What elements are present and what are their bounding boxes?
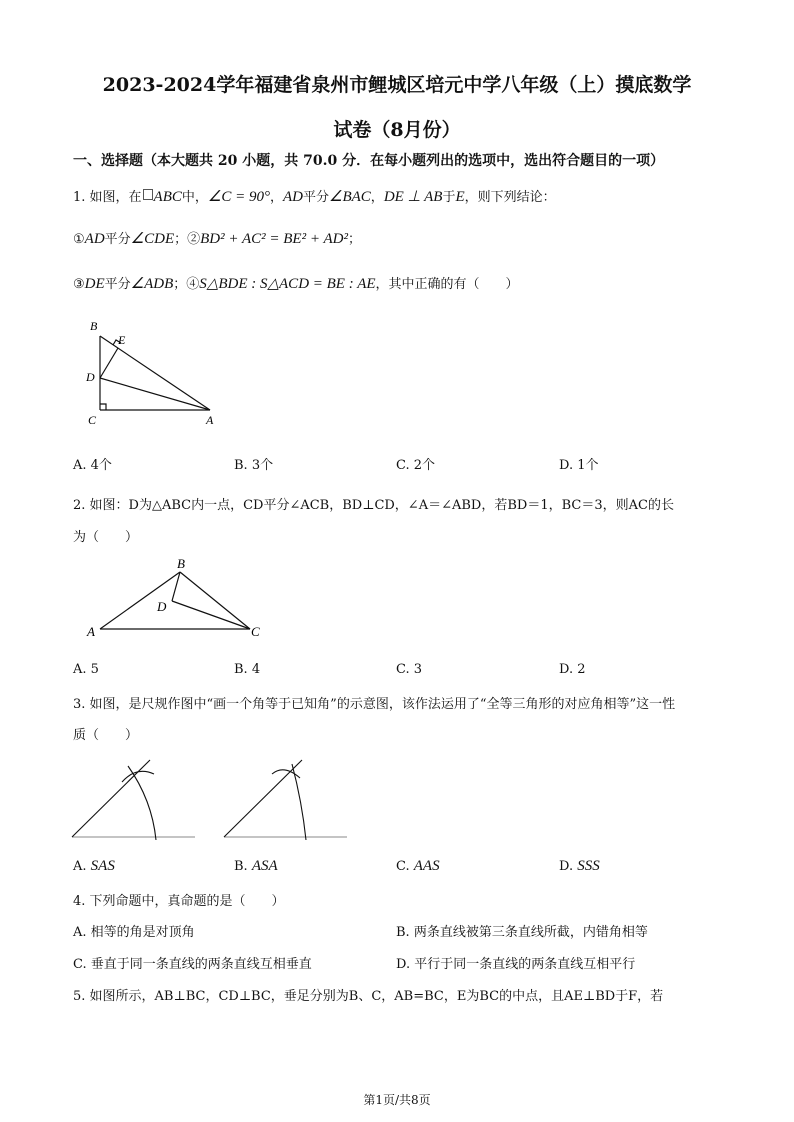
option-prefix: A. [73, 859, 87, 874]
q2-option-c[interactable]: C. 3 [396, 662, 423, 677]
segment-ab [100, 572, 180, 629]
q1-math: ABC [153, 189, 182, 205]
q1-text: 中， [181, 190, 208, 205]
q3-figure-right [222, 752, 352, 844]
option-value: AAS [413, 858, 440, 874]
q1-math: AD [84, 231, 105, 247]
label-d: D [86, 370, 95, 384]
q1-stem [73, 186, 556, 206]
right-angle-c [100, 404, 106, 410]
segment-da [100, 378, 210, 410]
q1-text: ；② [174, 232, 201, 247]
segment-de [100, 348, 118, 378]
q3-figure-left [70, 752, 200, 844]
q2-figure [85, 556, 270, 644]
q4-stem: 4. 下列命题中，真命题的是（ ） [73, 894, 285, 909]
option-prefix: C. [396, 859, 410, 874]
q1-text: 平分 [104, 277, 131, 292]
label-c: C [251, 624, 260, 639]
q1-text: ③ [73, 277, 85, 292]
q1-text: 1. 如图，在 [73, 190, 142, 205]
q1-math: DE [84, 276, 105, 292]
q4-option-a[interactable]: A. 相等的角是对顶角 [73, 925, 195, 940]
q1-text: ， [269, 190, 283, 205]
q3-stem-line2: 质（ ） [73, 728, 139, 743]
q1-math: ∠BAC [329, 189, 371, 205]
q1-option-b[interactable]: B. 3个 [234, 458, 274, 473]
q1-math: ∠CDE [130, 231, 175, 247]
q1-text: ； [347, 232, 361, 247]
q1-math: ∠C = 90° [207, 189, 270, 205]
q3-stem-line1: 3. 如图，是尺规作图中“画一个角等于已知角”的示意图，该作法运用了“全等三角形的对应角相等”这一性 [73, 697, 676, 712]
label-a: A [87, 624, 95, 639]
q2-stem-line1: 2. 如图：D为△ABC内一点，CD平分∠ACB，BD⊥CD，∠A＝∠ABD，若BD＝1，BC＝3，则AC的长 [73, 498, 674, 513]
q1-math: ∠ADB [130, 276, 174, 292]
q1-text: ① [73, 232, 85, 247]
q1-option-c[interactable]: C. 2个 [396, 458, 436, 473]
q3-option-b[interactable] [234, 858, 278, 875]
q2-option-a[interactable]: A. 5 [73, 662, 99, 677]
q2-stem-line2: 为（ ） [73, 530, 139, 545]
page-number: 第1页/共8页 [363, 1093, 431, 1107]
q3-option-c[interactable] [396, 858, 440, 875]
label-e: E [118, 333, 126, 347]
q2-option-d[interactable]: D. 2 [559, 662, 586, 677]
q1-math: E [455, 189, 465, 205]
q1-text: 平分 [303, 190, 330, 205]
q1-statement-2 [73, 273, 519, 293]
option-value: ASA [251, 858, 278, 874]
q3-option-d[interactable] [559, 858, 600, 875]
label-b: B [177, 556, 185, 571]
q1-math: BD² + AC² = BE² + AD² [200, 231, 348, 247]
q1-option-a[interactable]: A. 4个 [73, 458, 112, 473]
label-d: D [157, 599, 167, 614]
option-prefix: B. [234, 859, 248, 874]
option-value: SSS [577, 858, 600, 874]
triangle-symbol [143, 189, 153, 200]
q4-option-b[interactable]: B. 两条直线被第三条直线所截，内错角相等 [396, 925, 648, 940]
page-title: 2023-2024学年福建省泉州市鲤城区培元中学八年级（上）摸底数学 [102, 74, 692, 96]
q1-math: AD [283, 189, 303, 205]
option-value: SAS [90, 858, 115, 874]
q1-text: 于 [442, 190, 456, 205]
q1-figure [80, 318, 230, 428]
q4-option-d[interactable]: D. 平行于同一条直线的两条直线互相平行 [396, 957, 636, 972]
q1-text: ， [370, 190, 384, 205]
intersect-arc [272, 770, 300, 778]
q1-text: ，其中正确的有（ ） [375, 277, 519, 292]
q1-statement-1 [73, 228, 361, 248]
page-subtitle: 试卷（8月份） [333, 119, 461, 141]
section-heading: 一、选择题（本大题共 20 小题，共 70.0 分．在每小题列出的选项中，选出符合题目的一项） [73, 153, 665, 169]
q4-option-c[interactable]: C. 垂直于同一条直线的两条直线互相垂直 [73, 957, 312, 972]
segment-bc [180, 572, 250, 629]
q3-option-a[interactable] [73, 858, 115, 875]
segment-dc [172, 601, 250, 629]
q1-option-d[interactable]: D. 1个 [559, 458, 599, 473]
label-b: B [90, 319, 98, 333]
segment-ba [100, 336, 210, 410]
q1-math: S△BDE : S△ACD = BE : AE [199, 276, 376, 292]
q2-option-b[interactable]: B. 4 [234, 662, 261, 677]
intersect-arc [122, 771, 154, 782]
label-c: C [88, 413, 97, 427]
q1-text: 平分 [104, 232, 131, 247]
option-prefix: D. [559, 859, 574, 874]
q1-text: ；④ [173, 277, 200, 292]
label-a: A [206, 413, 214, 427]
q1-text: ，则下列结论： [464, 190, 556, 205]
q5-stem: 5. 如图所示，AB⊥BC，CD⊥BC，垂足分别为B、C，AB=BC，E为BC的中点，且AE⊥BD于F，若 [73, 989, 664, 1004]
q1-math: DE ⊥ AB [383, 189, 443, 205]
construction-arc [292, 764, 306, 840]
